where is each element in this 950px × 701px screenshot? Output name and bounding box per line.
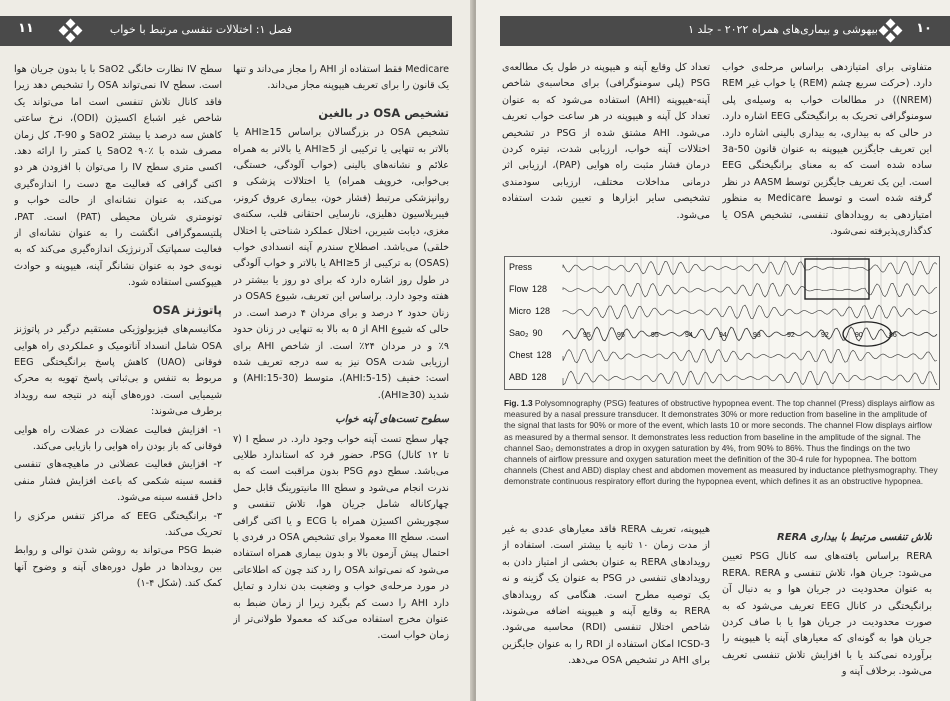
running-header-title: بیهوشی و بیماری‌های همراه ۲۰۲۲ - جلد ۱ [688,23,878,36]
paragraph: تشخیص OSA در بزرگسالان براساس AHI≥15 یا بالاتر به تنهایی یا ترکیبی از AHI≥5 یا بالاتر به همراه علائم و نشانه‌های بالینی (خواب آلودگی، خستگی، بی‌خوابی، خروپف همراه) یا اختلالات پزشکی و روانپزشکی مرتبط (فشار خون، بیماری عروق کرونر، فیبریلاسیون دهلیزی، نارسایی احتقانی قلب، سکته‌ی مغزی، دیابت شیرین، اختلال عملکرد شناختی یا اختلال خلقی) می‌باشد. اصطلاح سندرم آپنه انسدادی خواب (OSAS) به ترکیبی از AHI≥5 یا بالاتر و خواب آلودگی در طول روز اشاره دارد که برای دو روز یا بیشتر در هفته وجود دارد. براساس این تعریف، شیوع OSAS در زنان حدود ۲ درصد و برای مردان ۴ درصد است. در حالی که شیوع AHI از ۵ به بالا به تنهایی در زنان حدود ۹٪ و در مردان ۲۴٪ است. از شاخص AHI برای ارزیابی شدت OSA نیز به سه درجه تعریف شده است: خفیف (AHI:5-15)، متوسط (AHI:15-30) و شدید (AHI≥30). [233,127,449,401]
figure-label: Fig. 1.3 [504,398,533,408]
psg-trace-plot [505,257,939,389]
section-heading: پاتوژنز OSA [152,302,222,317]
figure-caption [504,398,940,488]
paragraph: RERA براساس یافته‌های سه کانال PSG تعیین می‌شود: جریان هوا، تلاش تنفسی و RERA. RERA به عنوان محدودیت در جریان هوا و به دنبال آن برانگیختگی در کانال EEG تعریف می‌شود که به صورت محدودیت در جریان هوا یا با صاف کردن جریان هوا به گونه‌ای که معیارهای آپنه یا هیپوپنه را برآورده نمی‌کند یا با افزایش تلاش تنفسی تعریف می‌شود. برخلاف آپنه و [722,551,932,678]
paragraph: ۱- افزایش فعالیت عضلات در عضلات راه هوایی فوقانی که باز بودن راه هوایی را بازیابی می‌کند. [14,424,222,452]
psg-trace-box [504,256,940,390]
right-page-header [500,16,950,46]
channel-scale: 128 [536,350,552,360]
channel-name: ABD [509,372,528,382]
text-column-right [233,62,449,692]
sao2-reading: 93 [753,332,761,339]
text-column-right-top [722,60,932,250]
section-heading: تلاش تنفسی مرتبط با بیداری RERA [777,532,932,543]
text-column-left [14,62,222,692]
psg-figure [504,256,940,488]
section-heading: تشخیص OSA در بالغین [318,105,449,120]
paragraph: متفاوتی برای امتیازدهی براساس مرحله‌ی خواب دارد. (حرکت سریع چشم (REM) یا خواب غیر REM (NREM)) در مطالعات خواب به وسیله‌ی پلی سومنوگرافی تحریک به برانگیختگی EEG اشاره دارد. در حالی که به بیداری، به بیداری بالینی اشاره دارد. این تعریف جایگزین هیپوپنه به عنوان قانون 3a-50 ساده شده است که به معنای برانگیختگی EEG است. این یک تعریف جایگزین توسط AASM در نظر گرفته شده است و توسط Medicare به منظور امتیازدهی به رویدادهای تنفسی، تشخیص OSA یا کدگذاری‌پذیرفته نمی‌شود. [722,62,932,238]
channel-label [509,328,543,338]
channel-scale: 90 [532,328,543,338]
sao2-reading: 95 [651,332,659,339]
channel-label [509,350,552,360]
channel-label [509,284,547,294]
sao2-reading: 95 [617,332,625,339]
channel-label [509,306,550,316]
left-page [0,0,474,701]
sao2-reading: 90 [855,332,863,339]
paragraph: ۳- برانگیختگی EEG که مراکز تنفس مرکزی را تحریک می‌کند. [14,510,222,538]
sao2-reading: 92 [787,332,795,339]
paragraph: ۲- افزایش فعالیت عضلانی در ماهیچه‌های تنفسی قفسه سینه شکمی که باعث افزایش فشار منفی داخل قفسه سینه می‌شود. [14,459,222,504]
paragraph: هیپوپنه، تعریف RERA فاقد معیارهای عددی به غیر از مدت زمان ۱۰ ثانیه یا بیشتر است. استفاده از رویدادهای RERA به عنوان بخشی از امتیاز دادن به رویدادهای تنفسی در PSG به عنوان یک گزینه و نه یک توصیه مطرح است. هنگامی که رویدادهای RERA به وقایع آپنه و هیپوپنه اضافه می‌شوند، شاخص اختلال تنفسی (RDI) محاسبه می‌شود. ICSD-3 امکان استفاده از RDI را به عنوان جایگزین برای AHI در تشخیص OSA می‌دهد. [502,524,710,667]
sao2-reading: 94 [719,332,727,339]
channel-name: Chest [509,350,533,360]
right-page [476,0,950,701]
text-column-right-bottom [722,522,932,697]
sao2-reading: 86 [889,332,897,339]
text-column-left-bottom [502,522,710,697]
event-highlight-box [805,259,869,299]
ornament-diamond-icon [60,20,82,42]
desaturation-highlight [843,322,891,346]
page-number: ۱۰ [916,21,932,36]
running-header-title: فصل ۱: اختلالات تنفسی مرتبط با خواب [109,23,292,36]
left-page-header [0,16,452,46]
channel-label [509,262,536,272]
page-number: ۱۱ [18,21,34,36]
paragraph: ضبط PSG می‌تواند به روشن شدن توالی و روابط بین رویدادها در طول دوره‌های آپنه و وضوح آنها کمک کند. (شکل ۴-۱) [14,545,222,590]
channel-name: Sao₂ [509,328,529,338]
channel-name: Micro [509,306,531,316]
channel-scale: 128 [531,372,547,382]
channel-scale: 128 [532,284,548,294]
paragraph: Medicare فقط استفاده از AHI را مجاز می‌داند و تنها یک قانون را برای تعریف هیپوپنه مجاز می‌داند. [233,64,449,92]
paragraph: تعداد کل وقایع آپنه و هیپوپنه در طول یک مطالعه‌ی PSG (پلی سومنوگرافی) برای محاسبه‌ی شاخص آپنه-هیپوپنه (AHI) استفاده می‌شود که به عنوان تعداد کل آپنه و هیپوپنه در هر ساعت خواب تعریف می‌شود. AHI مشتق شده از PSG در تشخیص اختلالات آپنه خواب، ارزیابی شدت، تیتره کردن درمان فشار مثبت راه هوایی (PAP)، ارزیابی اثر درمانی مداخلات مختلف، ارزیابی سودمندی تشخیصی سایر ابزارها و تعیین شدت استفاده می‌شود. [502,62,710,221]
channel-labels [505,257,561,389]
channel-name: Flow [509,284,529,294]
sao2-reading: 94 [685,332,693,339]
channel-label [509,372,547,382]
sao2-reading: 92 [821,332,829,339]
paragraph: چهار سطح تست آپنه خواب وجود دارد. در سطح I (۷ تا ۱۲ کانال) PSG، حضور فرد که استاندارد طلایی می‌باشد. سطح دوم PSG بدون مراقبت است که به ندرت انجام می‌شود و سطح III مانیتورینگ قابل حمل چهارکاناله شامل جریان هوا، تلاش تنفسی و سچوریشن اکسیژن همراه با ECG و یا اکتی گرافی است. سطح III معمولا برای تشخیص OSA در فردی با احتمال پیش آزمون بالا و بدون بیماری همراه استفاده می‌شود که نمی‌تواند OSA را رد کند چون که اطلاعاتی در مورد مرحله‌ی خواب و وضعیت بدن ندارد و تمایل دارد AHI را دست کم بگیرد زیرا از زمان ضبط به عنوان مخرج استفاده می‌کند که معمولا طولانی‌تر از زمان خواب است. [233,433,449,642]
text-column-left-top [502,60,710,250]
section-heading: سطوح تست‌های آپنه خواب [335,414,449,426]
sao2-reading: 95 [583,332,591,339]
channel-name: Press [509,262,533,272]
caption-text: Polysomnography (PSG) features of obstructive hypopnea event. The top channel (Press) displays airflow as measured by a nasal pressure transducer. It demonstrates 30% or more reduction from baseline in the amplitude of the signal that lasts for 90% or more of the event, which lasts 10 or more seconds. The channel Flow displays airflow as measured by a thermal sensor. It demonstrates less reduction from baseline in the amplitude of the signal. The channel Sao₂ demonstrates a drop in oxygen saturation by 4%, from 90% to 86%. Thus the findings on the two channels of airflow pressure and oxygen saturation meet the definition of the 30-4 rule for hypopnea. The bottom channels (Chest and ABD) display chest and abdomen movement as measured by inductance plethysmography. They demonstrate continuous respiratory effort during the hypopnea event, which defines it as an obstructive hypopnea. [504,398,938,487]
ornament-diamond-icon [880,20,902,42]
paragraph: سطح IV نظارت خانگی SaO2 با یا بدون جریان هوا است. سطح IV نمی‌تواند OSA را تشخیص دهد زیرا فاقد کانال تلاش تنفسی است اما می‌تواند یک شاخص غیر اشباع اکسیژن (ODI)، نرخ ساعتی کاهش سه درصد یا بیشتر SaO2 و T-90، کل زمان مصرف شده با SaO2 ۹۰٪ یا کمتر را ارائه دهد. اکسی متری سطح IV را می‌توان با افزودن هر دو اکتی گرافی که فعالیت مچ دست را اندازه‌گیری می‌کند، به عنوان نشانه‌ای از حالت خواب و تونومتری شریان محیطی (PAT) است. PAT، پلتیسموگرافی انگشت را به عنوان نشانه‌ای از فعالیت سمپاتیک آدرنرژیک اندازه‌گیری می‌کند که به نوبه‌ی خود به عنوان نشانگر آپنه، هیپوپنه و حوادث هیپوکسی استفاده شود. [14,64,222,289]
paragraph: مکانیسم‌های فیزیولوژیکی مستقیم درگیر در پاتوژنز OSA شامل انسداد آناتومیک و عملکردی راه هوایی فوقانی (UAO) کاهش پاسخ برانگیختگی EEG مربوط به تنفس و بی‌ثباتی پاسخ تهویه به محرک شیمیایی است. دوره‌های آپنه در نتیجه سه رویداد برطرف می‌شوند: [14,324,222,418]
channel-scale: 128 [535,306,551,316]
